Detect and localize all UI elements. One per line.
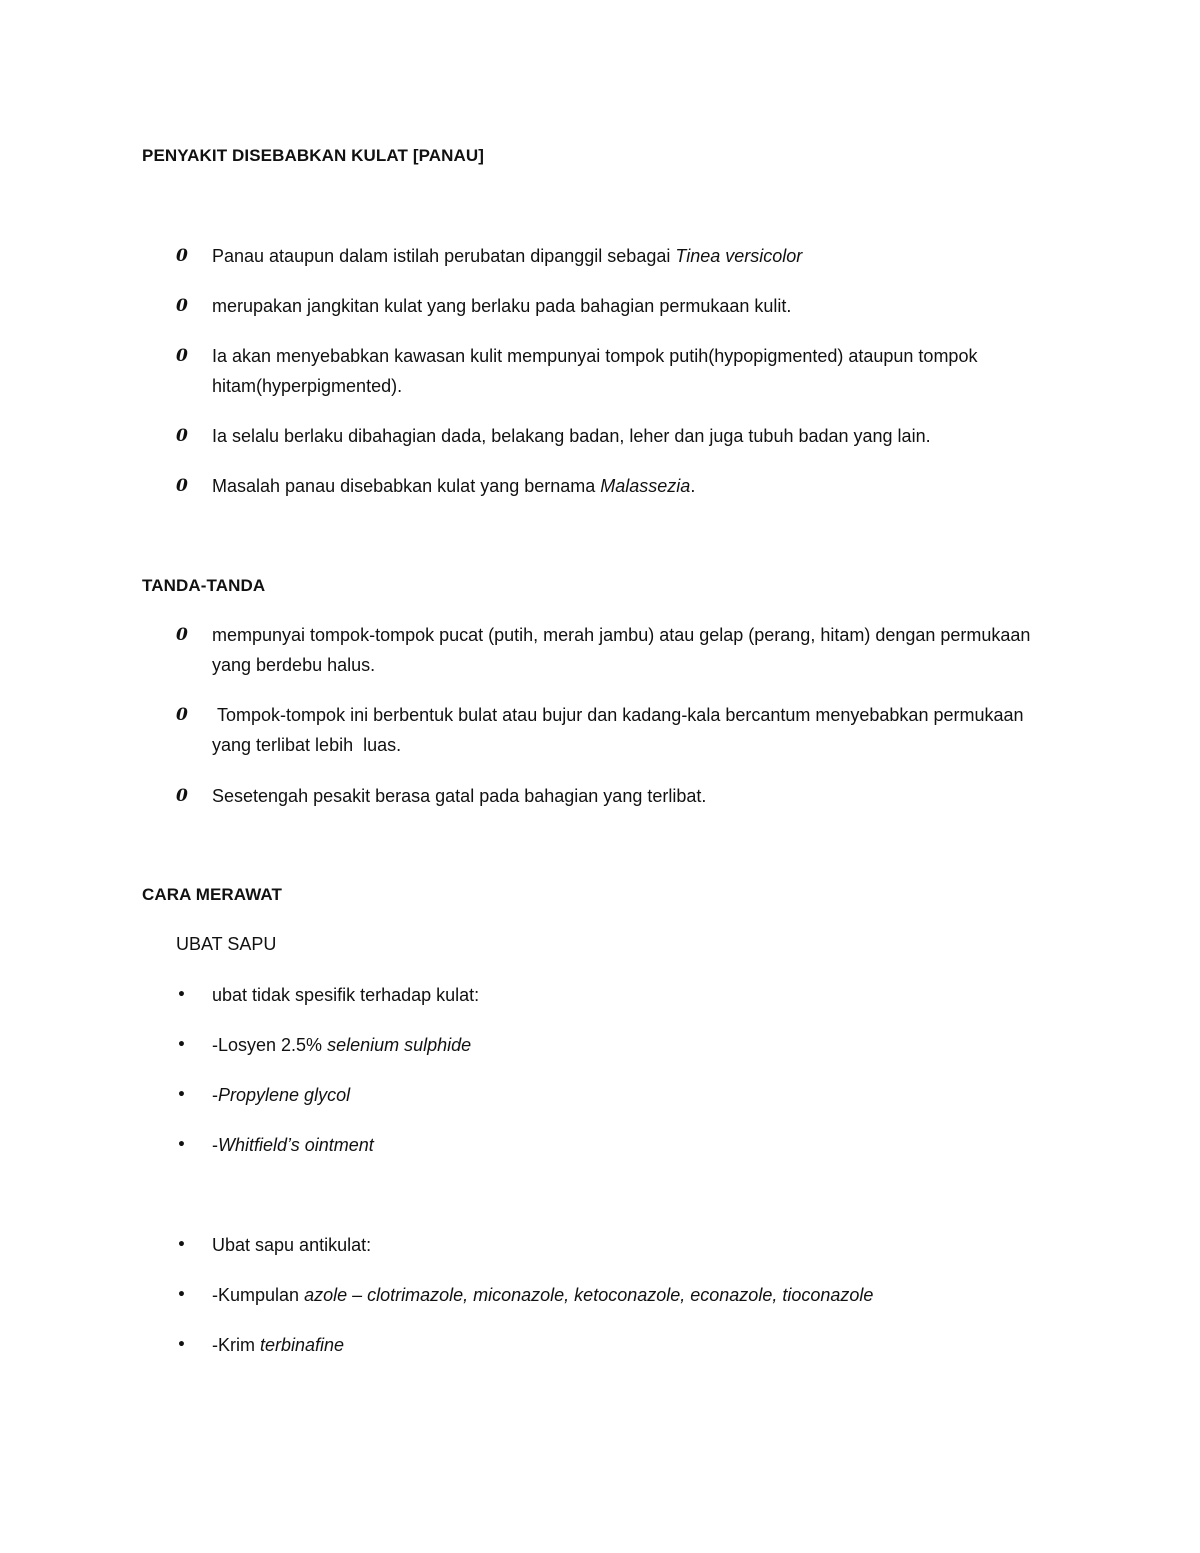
arrow-bullet-icon: 0 bbox=[176, 786, 188, 806]
list-item-text: Sesetengah pesakit berasa gatal pada bahagian yang terlibat. bbox=[212, 786, 707, 806]
list-item-text: -Propylene glycol bbox=[212, 1085, 351, 1105]
subheading-ubat-sapu: UBAT SAPU bbox=[176, 934, 277, 954]
dot-bullet-icon: • bbox=[177, 1137, 186, 1153]
list-item bbox=[176, 1130, 1056, 1160]
list-item bbox=[176, 980, 1056, 1010]
list-item bbox=[176, 471, 1056, 501]
list-item-text: -Kumpulan azole – clotrimazole, miconazole, ketoconazole, econazole, tioconazole bbox=[212, 1285, 874, 1305]
list-item bbox=[176, 1230, 1056, 1260]
list-item bbox=[176, 241, 1056, 271]
arrow-bullet-icon: 0 bbox=[176, 476, 188, 496]
list-item bbox=[176, 421, 1056, 451]
list-item-text: -Whitfield’s ointment bbox=[212, 1135, 374, 1155]
list-item-text: Masalah panau disebabkan kulat yang bernama Malassezia. bbox=[212, 476, 696, 496]
list-item-text: Ia selalu berlaku dibahagian dada, belakang badan, leher dan juga tubuh badan yang lain. bbox=[212, 426, 931, 446]
arrow-bullet-icon: 0 bbox=[176, 296, 188, 316]
list-item-text: Ubat sapu antikulat: bbox=[212, 1235, 372, 1255]
list-item-text: Tompok-tompok ini berbentuk bulat atau bujur dan kadang-kala bercantum menyebabkan permukaan yang terlibat lebih luas. bbox=[212, 705, 1029, 755]
list-item-text: merupakan jangkitan kulat yang berlaku pada bahagian permukaan kulit. bbox=[212, 296, 792, 316]
list-item bbox=[176, 1080, 1056, 1110]
dot-bullet-icon: • bbox=[177, 1237, 186, 1253]
dot-bullet-icon: • bbox=[177, 1287, 186, 1303]
list-item-text: -Krim terbinafine bbox=[212, 1335, 345, 1355]
dot-bullet-icon: • bbox=[177, 1037, 186, 1053]
section-title-tanda: TANDA-TANDA bbox=[142, 576, 266, 595]
list-item bbox=[176, 1280, 1056, 1310]
list-item bbox=[176, 341, 1016, 401]
list-item bbox=[176, 291, 1056, 321]
list-item bbox=[176, 620, 1036, 680]
section-title-cara: CARA MERAWAT bbox=[142, 885, 283, 904]
list-item-text: mempunyai tompok-tompok pucat (putih, merah jambu) atau gelap (perang, hitam) dengan permukaan yang berdebu halus. bbox=[212, 625, 1031, 675]
dot-bullet-icon: • bbox=[177, 987, 186, 1003]
list-item bbox=[176, 1330, 1056, 1360]
list-item bbox=[176, 700, 1036, 760]
arrow-bullet-icon: 0 bbox=[176, 426, 188, 446]
section-title-panau: PENYAKIT DISEBABKAN KULAT [PANAU] bbox=[142, 146, 485, 165]
dot-bullet-icon: • bbox=[177, 1337, 186, 1353]
arrow-bullet-icon: 0 bbox=[176, 246, 188, 266]
arrow-bullet-icon: 0 bbox=[176, 625, 188, 645]
arrow-bullet-icon: 0 bbox=[176, 705, 188, 725]
list-item-text: -Losyen 2.5% selenium sulphide bbox=[212, 1035, 472, 1055]
list-item-text: ubat tidak spesifik terhadap kulat: bbox=[212, 985, 480, 1005]
list-item-text: Ia akan menyebabkan kawasan kulit mempunyai tompok putih(hypopigmented) ataupun tompok hitam(hyperpigmented). bbox=[212, 346, 978, 396]
list-item bbox=[176, 1030, 1056, 1060]
arrow-bullet-icon: 0 bbox=[176, 346, 188, 366]
list-item bbox=[176, 781, 1056, 811]
list-item-text: Panau ataupun dalam istilah perubatan dipanggil sebagai Tinea versicolor bbox=[212, 246, 803, 266]
dot-bullet-icon: • bbox=[177, 1087, 186, 1103]
